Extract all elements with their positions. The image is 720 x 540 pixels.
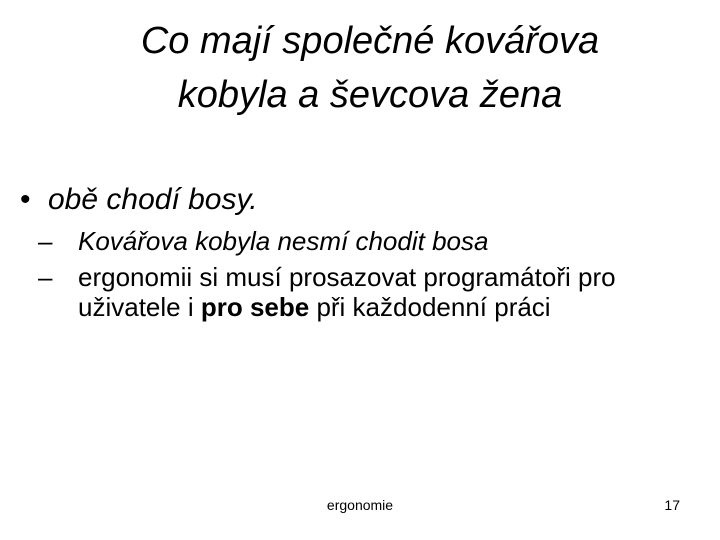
- dash-icon: –: [38, 226, 53, 256]
- sub-bullet-1: [38, 226, 698, 256]
- sub-bullet-2-part2: při každodenní práci: [309, 292, 551, 322]
- footer-label: ergonomie: [326, 497, 394, 513]
- title-line-2: kobyla a ševcova žena: [177, 74, 563, 116]
- sub-bullet-2-emphasis: pro sebe: [200, 292, 310, 322]
- page-number: 17: [664, 497, 680, 513]
- bullet-icon: •: [20, 183, 31, 216]
- sub-bullet-2-text: [78, 262, 698, 322]
- sub-bullet-2-part1: ergonomii si musí prosazovat programátoři pro uživatele i: [78, 262, 616, 322]
- bullet-text: obě chodí bosy.: [48, 183, 258, 216]
- dash-icon: –: [38, 262, 53, 292]
- sub-bullet-1-text: Kovářova kobyla nesmí chodit bosa: [78, 226, 489, 256]
- slide-title: [40, 14, 700, 122]
- bullet-item: [20, 180, 258, 220]
- sub-bullet-2: [38, 262, 698, 322]
- title-line-1: Co mají společné kovářova: [140, 20, 600, 62]
